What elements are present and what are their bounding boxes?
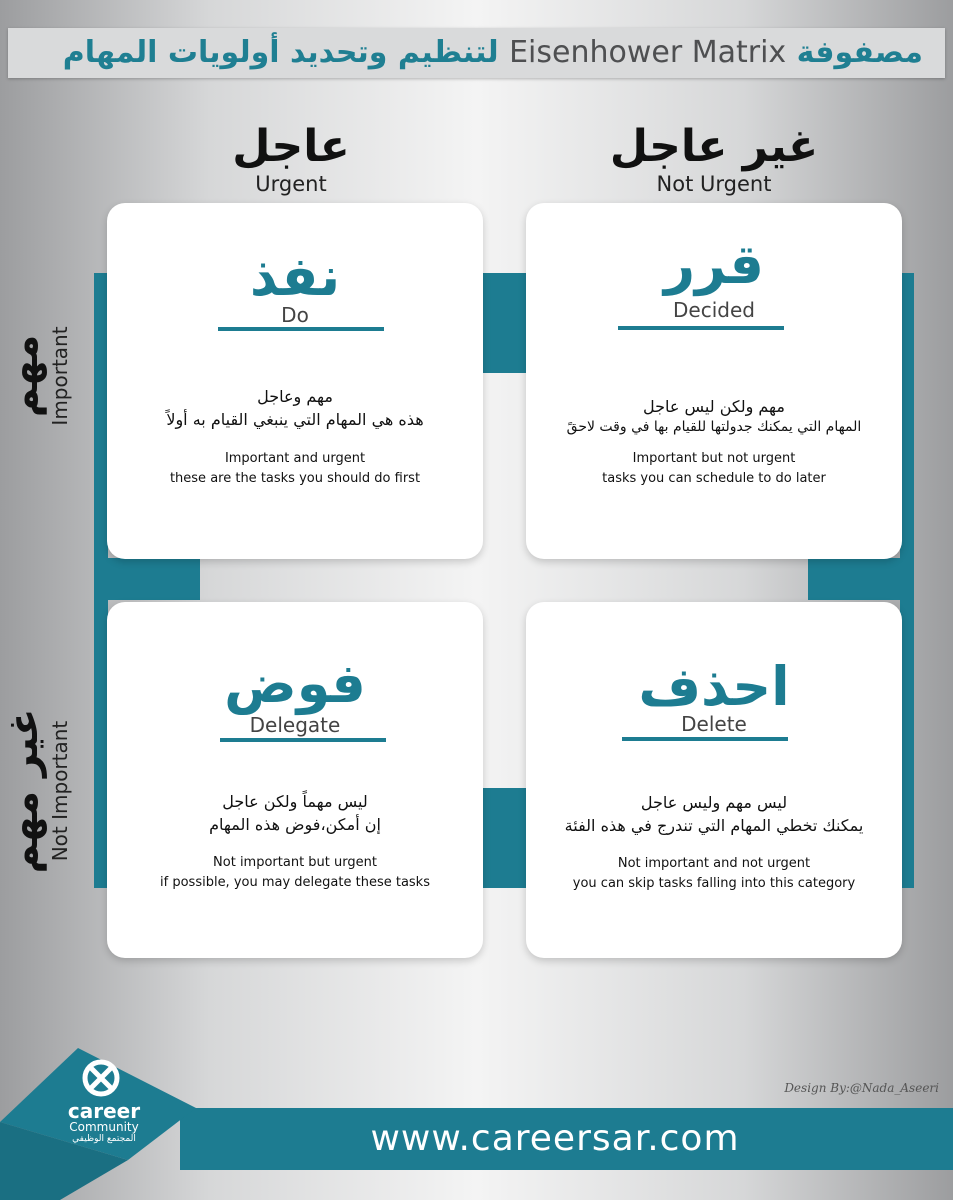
card-decided-desc-en-2: tasks you can schedule to do later	[602, 471, 826, 486]
card-delegate	[107, 602, 483, 958]
card-delegate-desc-ar-2: إن أمكن،فوض هذه المهام	[209, 815, 381, 834]
column-urgent-en: Urgent	[255, 172, 327, 196]
card-delegate-title-ar: فوض	[224, 652, 366, 715]
row-not-important-ar: غير مهم	[1, 708, 47, 874]
logo-community: Community	[69, 1120, 139, 1134]
logo-text	[44, 1101, 164, 1145]
card-decided-underline	[618, 326, 784, 330]
card-decided-desc-ar-2: المهام التي يمكنك جدولتها للقيام بها في وقت لاحقً	[566, 419, 862, 435]
card-delegate-underline	[220, 738, 386, 742]
card-delegate-desc-en-1: Not important but urgent	[213, 855, 377, 870]
card-delete-underline	[622, 737, 788, 741]
card-do-desc-ar-1: مهم وعاجل	[257, 387, 333, 406]
column-urgent-ar: عاجل	[232, 121, 350, 172]
designer-credit: Design By:@Nada_Aseeri	[784, 1081, 939, 1095]
card-do-title-ar: نفذ	[249, 245, 341, 308]
logo-career: career	[67, 1099, 141, 1123]
card-delegate-title-en: Delegate	[249, 713, 341, 737]
title-suffix-ar: لتنظيم وتحديد أولويات المهام	[62, 35, 499, 70]
card-delete-title-en: Delete	[681, 712, 747, 736]
card-delegate-desc-ar-1: ليس مهماً ولكن عاجل	[222, 792, 368, 811]
website-url[interactable]: www.careersar.com	[370, 1118, 740, 1159]
card-do	[107, 203, 483, 559]
column-not-urgent-en: Not Urgent	[656, 172, 772, 196]
card-decided-desc-en-1: Important but not urgent	[632, 451, 796, 466]
card-delete-title-ar: احذف	[638, 655, 790, 718]
card-do-desc-en-1: Important and urgent	[224, 451, 366, 466]
card-delete-desc-en-1: Not important and not urgent	[617, 856, 811, 871]
right-connector	[808, 558, 914, 600]
card-do-title-en: Do	[281, 303, 309, 327]
card-do-desc-en-2: these are the tasks you should do first	[169, 471, 421, 486]
card-do-underline	[218, 327, 384, 331]
card-delete	[526, 602, 902, 958]
card-decided-title-en: Decided	[673, 298, 755, 322]
card-decided	[526, 203, 902, 559]
column-not-urgent	[594, 122, 834, 196]
column-urgent	[171, 122, 411, 196]
card-do-desc-ar-2: هذه هي المهام التي ينبغي القيام به أولاً	[166, 410, 424, 429]
card-delete-desc-en-2: you can skip tasks falling into this category	[572, 876, 856, 891]
row-important-en: Important	[48, 326, 72, 426]
card-decided-desc-ar-1: مهم ولكن ليس عاجل	[643, 397, 785, 416]
card-decided-title-ar: قرر	[663, 233, 765, 296]
card-delete-desc-ar-2: يمكنك تخطي المهام التي تندرج في هذه الفئة	[564, 816, 864, 835]
left-connector	[94, 558, 200, 600]
top-center-connector	[483, 273, 527, 373]
card-delegate-desc-en-2: if possible, you may delegate these tasks	[160, 875, 430, 890]
page-title	[63, 32, 923, 74]
logo-arabic: المجتمع الوظيفي	[72, 1134, 136, 1144]
title-bar	[8, 28, 945, 78]
title-en: Eisenhower Matrix	[509, 35, 787, 70]
column-not-urgent-ar: غير عاجل	[609, 121, 819, 172]
bottom-center-connector	[483, 788, 527, 888]
row-not-important-en: Not Important	[48, 720, 72, 862]
card-delete-desc-ar-1: ليس مهم وليس عاجل	[640, 793, 788, 812]
row-important-ar: مهم	[1, 334, 47, 418]
title-prefix-ar: مصفوفة	[796, 35, 923, 70]
